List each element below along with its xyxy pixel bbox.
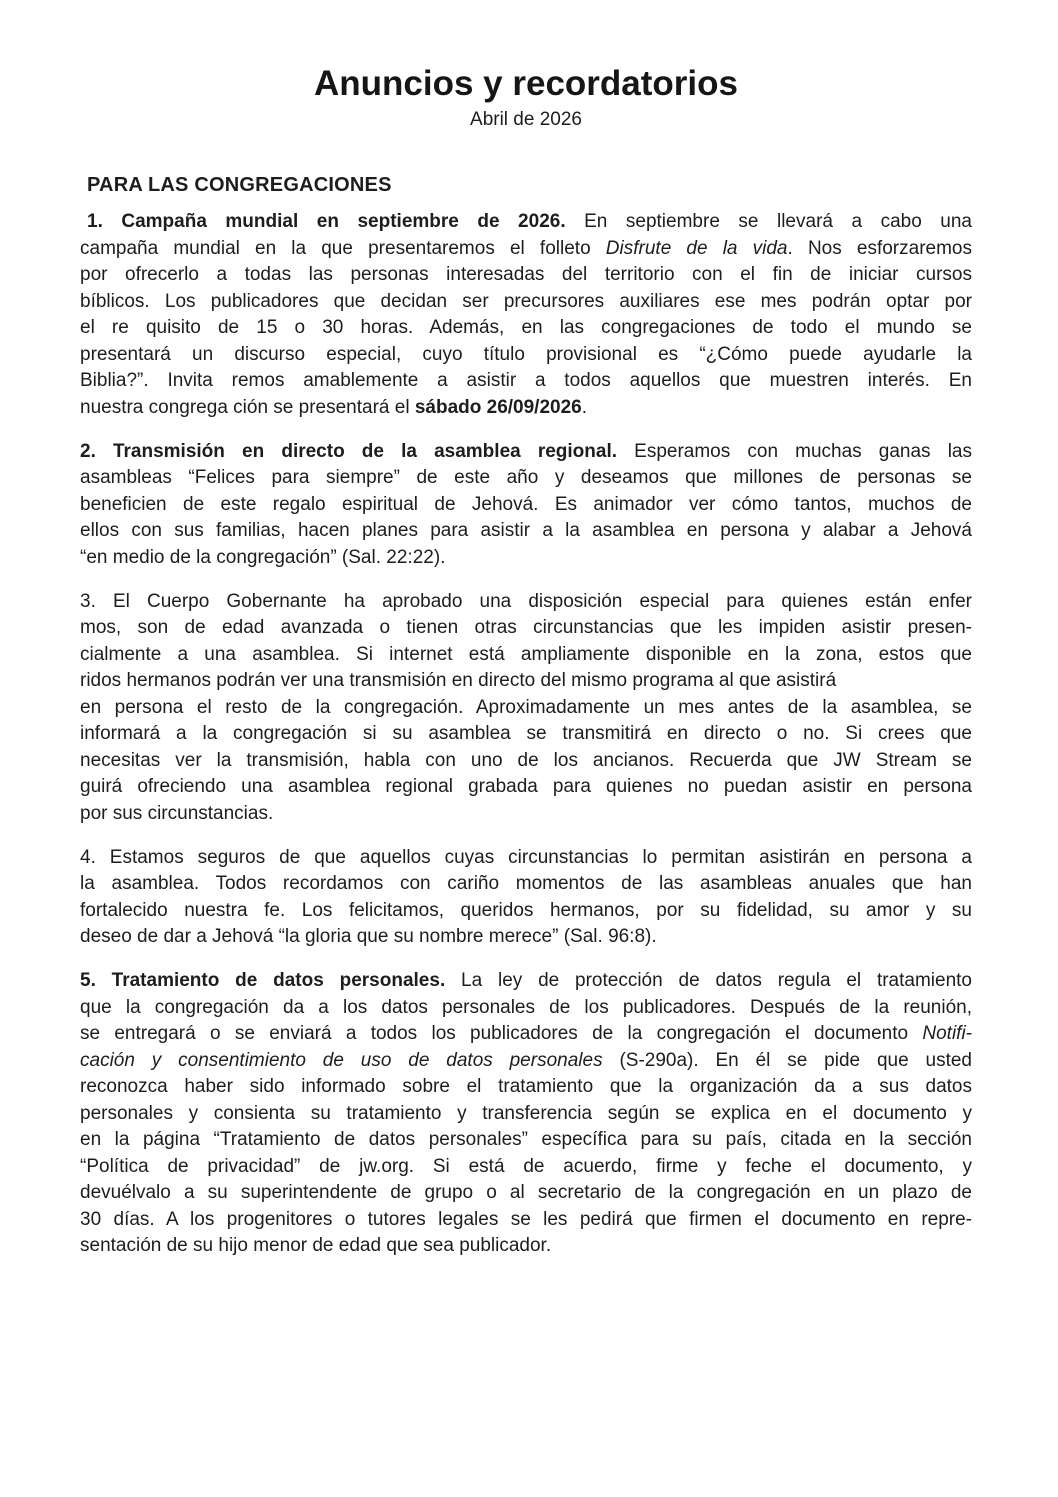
text-run: sentación de su hijo menor de edad que sea publicador. [80,1235,552,1256]
text-run: Biblia?”. Invita remos amablemente a asistir a todos aquellos que muestren interés. En [80,370,972,391]
text-run: Notifi- [922,1023,972,1044]
text-line [80,774,972,801]
document-body [80,209,972,1260]
text-run: devuélvalo a su superintendente de grupo o al secretario de la congregación en un plazo de [80,1182,972,1203]
text-line [80,209,972,236]
text-run: que la congregación da a los datos personales de los publicadores. Después de la reunión, [80,996,972,1018]
text-run: En septiembre se llevará a cabo una [565,211,972,232]
text-run: cación y consentimiento de uso de datos personales [80,1049,603,1071]
text-run: en persona el resto de la congregación. Aproximadamente un mes antes de la asamblea, se [80,696,972,718]
text-run: asambleas “Felices para siempre” de este año y deseamos que millones de personas se [80,467,972,488]
text-run: 5. Tratamiento de datos personales. [80,970,446,991]
text-line [80,898,972,925]
text-line [80,748,972,775]
text-line [80,589,972,616]
text-line [80,236,972,263]
text-line [80,465,972,492]
text-line [80,545,972,572]
paragraph [80,845,972,951]
text-line [80,518,972,545]
text-line [80,968,972,995]
text-run: presentará un discurso especial, cuyo título provisional es “¿Cómo puede ayudarle la [80,343,972,365]
text-run: beneficien de este regalo espiritual de Jehová. Es animador ver cómo tantos, muchos de [80,493,972,515]
text-run: . Nos esforzaremos [787,237,972,259]
text-run: bíblicos. Los publicadores que decidan ser precursores auxiliares ese mes podrán optar por [80,290,972,312]
text-run: . [581,396,587,418]
text-line [80,721,972,748]
paragraph [80,589,972,828]
text-run: 2. Transmisión en directo de la asamblea regional. [80,440,618,462]
text-run: Esperamos con muchas ganas las [617,440,972,462]
document-title: Anuncios y recordatorios [314,64,738,103]
text-line [80,1048,972,1075]
text-run: el re quisito de 15 o 30 horas. Además, en las congregaciones de todo el mundo se [80,317,972,338]
text-run: en la página “Tratamiento de datos personales” específica para su país, citada en la sección [80,1129,972,1150]
text-line [80,871,972,898]
paragraph [80,968,972,1260]
text-line [80,315,972,342]
text-run: “en medio de la congregación” (Sal. 22:22). [80,546,446,568]
text-run: Disfrute de la vida [605,237,788,259]
text-run: necesitas ver la transmisión, habla con uno de los ancianos. Recuerda que JW Stream se [80,749,972,771]
text-run: (S-290a). En él se pide que usted [602,1049,972,1071]
section-heading: PARA LAS CONGREGACIONES [87,174,392,196]
text-line [80,1207,972,1234]
text-line [80,439,972,466]
text-line [80,995,972,1022]
text-run: 3. El Cuerpo Gobernante ha aprobado una disposición especial para quienes están enfer [80,590,972,612]
text-run: 4. Estamos seguros de que aquellos cuyas circunstancias lo permitan asistirán en persona a [80,846,972,868]
text-line [80,1021,972,1048]
text-run: guirá ofreciendo una asamblea regional grabada para quienes no puedan asistir en persona [80,776,972,797]
text-line [80,368,972,395]
text-line [80,615,972,642]
text-run: nuestra congrega ción se presentará el [80,396,415,418]
text-run: se entregará o se enviará a todos los publicadores de la congregación el documento [80,1023,923,1044]
paragraph [80,439,972,572]
document-subtitle: Abril de 2026 [470,109,582,130]
text-run: “Política de privacidad” de jw.org. Si está de acuerdo, firme y feche el documento, y [80,1155,972,1177]
text-run: deseo de dar a Jehová “la gloria que su nombre merece” (Sal. 96:8). [80,926,657,947]
text-run: la asamblea. Todos recordamos con cariño momentos de las asambleas anuales que han [80,873,972,894]
text-line [80,1233,972,1260]
text-line [80,642,972,669]
text-run: por sus circunstancias. [80,802,274,824]
text-run: 1. Campaña mundial en septiembre de 2026. [87,211,566,232]
text-line [80,395,972,422]
paragraph [80,209,972,421]
text-run: ellos con sus familias, hacen planes para asistir a la asamblea en persona y alabar a Jehová [80,520,972,541]
text-run: personales y consienta su tratamiento y transferencia según se explica en el documento y [80,1102,972,1124]
text-line [80,845,972,872]
text-run: La ley de protección de datos regula el tratamiento [445,970,972,991]
text-line [80,1180,972,1207]
text-line [80,1074,972,1101]
text-run: mos, son de edad avanzada o tienen otras circunstancias que les impiden asistir presen- [80,617,972,638]
text-line [80,668,972,695]
text-run: cialmente a una asamblea. Si internet está ampliamente disponible en la zona, estos que [80,643,972,665]
text-line [80,1127,972,1154]
text-line [80,289,972,316]
text-line [80,1101,972,1128]
text-line [80,262,972,289]
text-line [80,924,972,951]
text-line [80,695,972,722]
text-run: 30 días. A los progenitores o tutores legales se les pedirá que firmen el documento en repre- [80,1208,972,1230]
text-run: informará a la congregación si su asamblea se transmitirá en directo o no. Si crees que [80,723,972,744]
text-run: campaña mundial en la que presentaremos el folleto [80,237,606,259]
text-run: fortalecido nuestra fe. Los felicitamos, queridos hermanos, por su fidelidad, su amor y su [80,899,972,921]
text-line [80,492,972,519]
text-run: ridos hermanos podrán ver una transmisión en directo del mismo programa al que asistirá [80,670,837,691]
text-line [80,1154,972,1181]
text-run: sábado 26/09/2026 [414,396,582,418]
text-run: reconozca haber sido informado sobre el tratamiento que la organización da a sus datos [80,1076,972,1097]
text-line [80,801,972,828]
text-run: por ofrecerlo a todas las personas interesadas del territorio con el fin de iniciar cursos [80,264,972,285]
text-line [80,342,972,369]
